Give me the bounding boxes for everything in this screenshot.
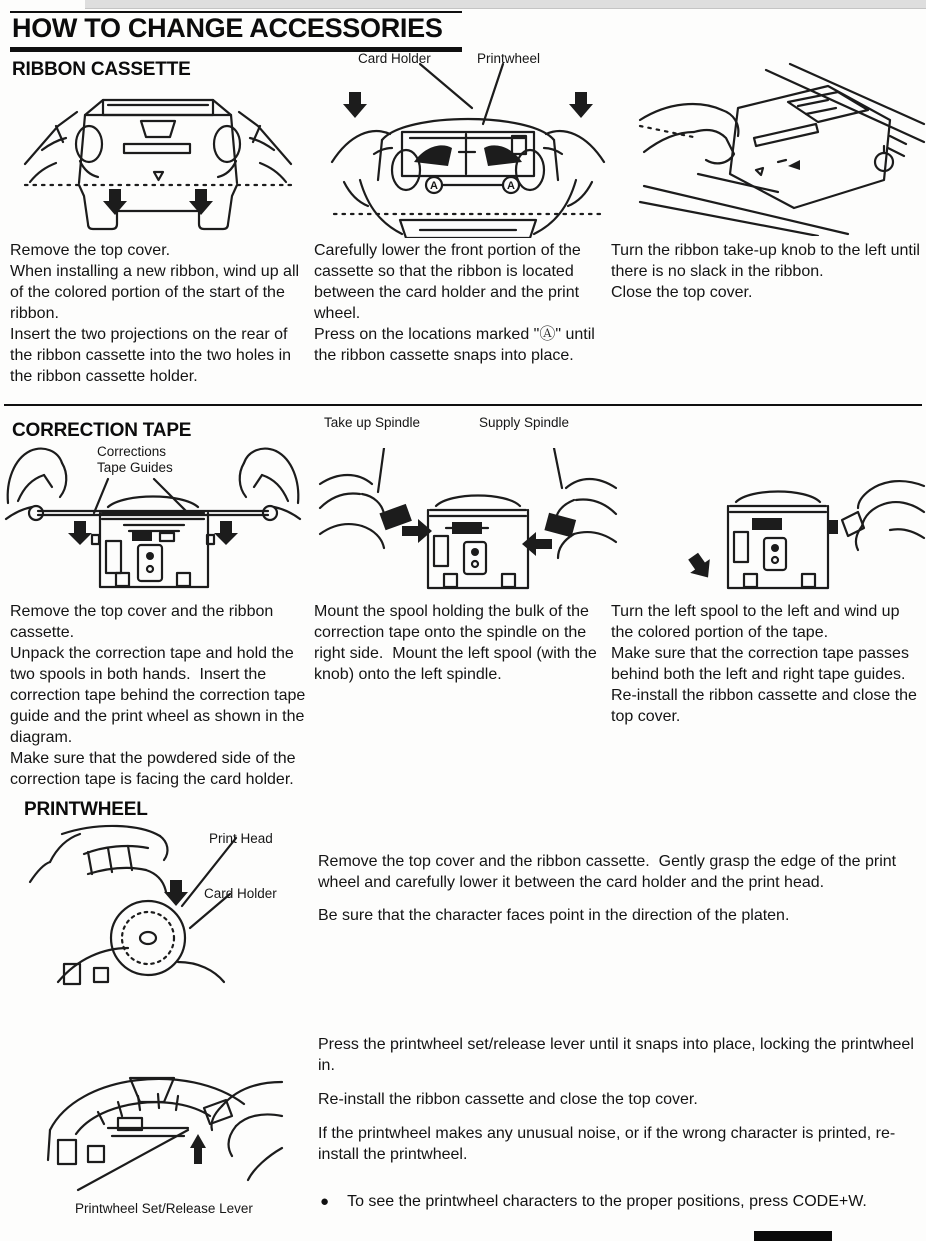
- correction-tape-step3-text: [611, 601, 923, 727]
- printwheel-upper-text: [318, 851, 914, 938]
- paragraph: When installing a new ribbon, wind up all of the colored portion of the start of the ribbon.: [10, 263, 304, 322]
- bullet-icon: ●: [320, 1193, 330, 1210]
- correction-tape-step2-illustration: [318, 448, 618, 596]
- figure-label-card-holder: Card Holder: [358, 51, 431, 66]
- paragraph: Remove the top cover and the ribbon cassette.: [10, 603, 278, 641]
- paragraph: Turn the left spool to the left and wind up the colored portion of the tape.: [611, 603, 904, 641]
- figure-label-printwheel: Printwheel: [477, 51, 541, 66]
- figure-label-tape-guides: Tape Guides: [97, 460, 173, 475]
- figure-label-card-holder-printwheel: Card Holder: [204, 886, 277, 901]
- paragraph: Carefully lower the front portion of the cassette so that the ribbon is located between the card holder and the print wheel.: [314, 242, 586, 322]
- figure-label-set-release-lever: Printwheel Set/Release Lever: [75, 1201, 253, 1216]
- paragraph: Mount the spool holding the bulk of the correction tape onto the spindle on the right side. Mount the left spool (with the knob) onto the left spindle.: [314, 603, 602, 683]
- ribbon-cassette-step2-illustration: [330, 62, 606, 238]
- ribbon-cassette-step1-illustration: [22, 84, 294, 236]
- scan-artifact-bar: [754, 1231, 832, 1241]
- figure-label-print-head: Print Head: [209, 831, 273, 846]
- paragraph: Turn the ribbon take-up knob to the left until there is no slack in the ribbon.: [611, 242, 925, 280]
- svg-text:A: A: [430, 180, 438, 192]
- paragraph: Make sure that the powdered side of the correction tape is facing the card holder.: [10, 750, 300, 788]
- section-heading-ribbon-cassette: RIBBON CASSETTE: [12, 59, 191, 80]
- code-w-note: [320, 1191, 920, 1212]
- paragraph: Press on the locations marked "Ⓐ" until the ribbon cassette snaps into place.: [314, 326, 600, 364]
- figure-label-supply-spindle: Supply Spindle: [479, 415, 570, 430]
- paragraph: Be sure that the character faces point in the direction of the platen.: [318, 907, 790, 924]
- correction-tape-step1-text: [10, 601, 312, 790]
- ribbon-cassette-step1-text: [10, 240, 312, 387]
- ribbon-cassette-step3-illustration: [638, 62, 926, 236]
- paragraph: Re-install the ribbon cassette and close the top cover.: [318, 1091, 698, 1108]
- paragraph: Make sure that the correction tape passes behind both the left and right tape guides. Re-install the ribbon cassette and close the top cover.: [611, 645, 922, 725]
- paragraph: Unpack the correction tape and hold the two spools in both hands. Insert the correction tape behind the correction tape guide and the print wheel as shown in the diagram.: [10, 645, 310, 746]
- printwheel-lower-text: [318, 1034, 918, 1178]
- correction-tape-step1-illustration: [4, 443, 302, 597]
- paragraph: Press the printwheel set/release lever until it snaps into place, locking the printwheel in.: [318, 1036, 919, 1074]
- paragraph: Remove the top cover.: [10, 242, 171, 259]
- correction-tape-step2-text: [314, 601, 612, 685]
- paragraph: Close the top cover.: [611, 284, 753, 301]
- paragraph: If the printwheel makes any unusual noise, or if the wrong character is printed, re-install the printwheel.: [318, 1125, 896, 1163]
- section-divider-rule: [4, 404, 922, 406]
- printwheel-step2-illustration: [38, 1052, 284, 1192]
- svg-text:A: A: [507, 180, 515, 192]
- page-title: HOW TO CHANGE ACCESSORIES: [12, 13, 443, 43]
- paragraph: Remove the top cover and the ribbon cassette. Gently grasp the edge of the print wheel and carefully lower it between the card holder and the print head.: [318, 853, 901, 891]
- ribbon-cassette-step2-text: [314, 240, 610, 366]
- section-heading-printwheel: PRINTWHEEL: [24, 799, 148, 820]
- figure-label-take-up-spindle: Take up Spindle: [324, 415, 421, 430]
- section-heading-correction-tape: CORRECTION TAPE: [12, 420, 192, 441]
- figure-label-corrections: Corrections: [97, 444, 167, 459]
- note-text: To see the printwheel characters to the proper positions, press CODE+W.: [347, 1193, 867, 1210]
- ribbon-cassette-step3-text: [611, 240, 925, 303]
- scan-edge-artifact: [85, 0, 926, 9]
- correction-tape-step3-illustration: [638, 468, 926, 596]
- printwheel-step1-illustration: [28, 822, 314, 992]
- paragraph: Insert the two projections on the rear of the ribbon cassette into the two holes in the ribbon cassette holder.: [10, 326, 296, 385]
